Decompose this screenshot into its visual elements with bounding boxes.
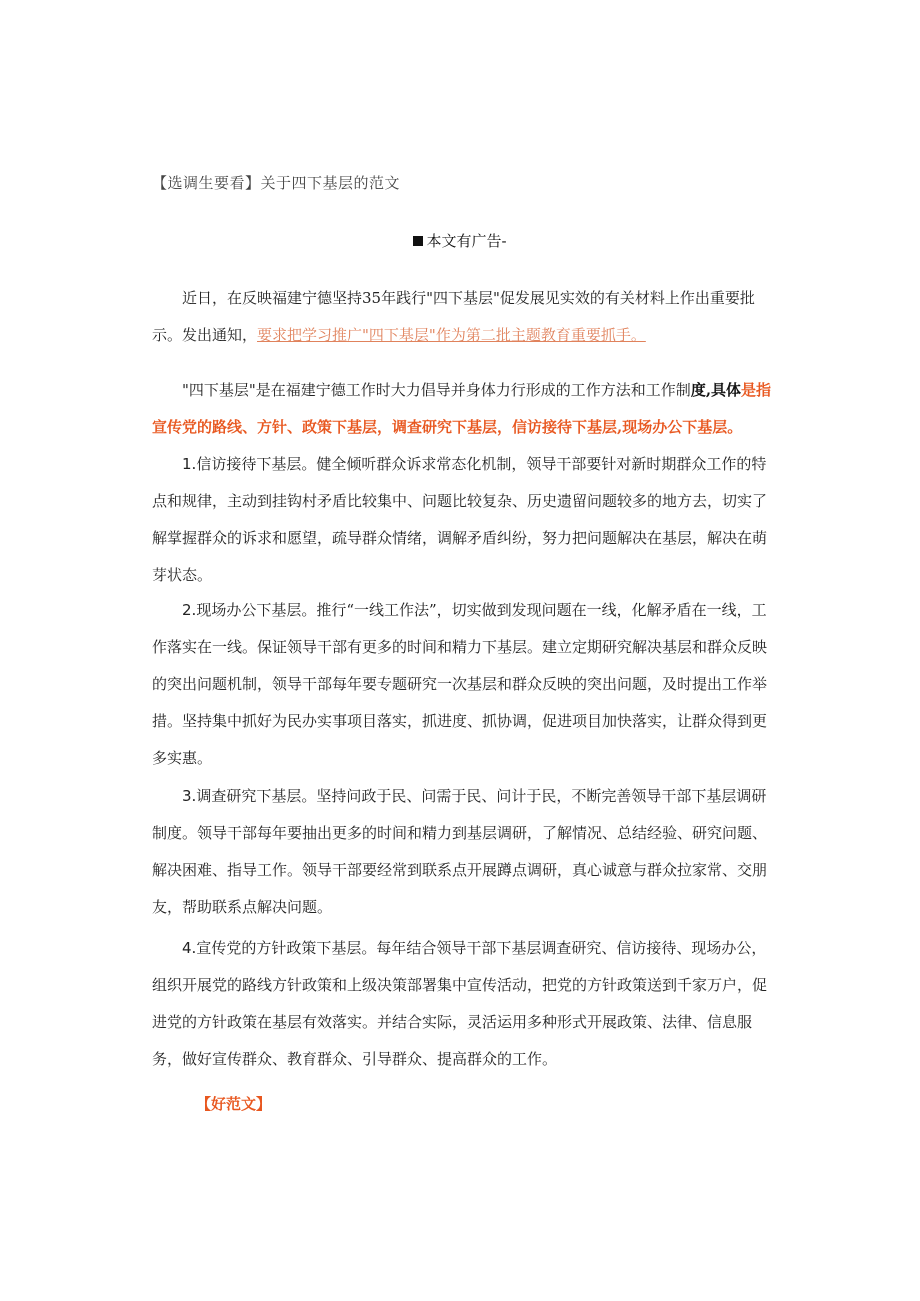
list-item bbox=[152, 446, 772, 594]
footer-tag: 【好范文】 bbox=[196, 1095, 272, 1113]
item-number: 1 bbox=[182, 455, 192, 473]
item-number: 4 bbox=[182, 939, 192, 957]
definition-bold: 度,具体 bbox=[690, 381, 742, 399]
intro-paragraph bbox=[152, 280, 772, 354]
item-number: 3 bbox=[182, 787, 192, 805]
list-item bbox=[152, 778, 772, 926]
document-title: 【选调生要看】关于四下基层的范文 bbox=[152, 174, 401, 192]
definition-highlight: 是指宣传党的路线、方针、政策下基层，调查研究下基层，信访接待下基层,现场办公下基层。 bbox=[152, 381, 772, 436]
list-item bbox=[152, 592, 772, 777]
definition-paragraph bbox=[152, 372, 772, 446]
definition-text: "四下基层"是在福建宁德工作时大力倡导并身体力行形成的工作方法和工作制 bbox=[182, 381, 691, 399]
item-text: .调查研究下基层。坚持问政于民、问需于民、问计于民，不断完善领导干部下基层调研制度。领导干部每年要抽出更多的时间和精力到基层调研，了解情况、总结经验、研究问题、解决困难、指导工作。领导干部要经常到联系点开展蹲点调研，真心诚意与群众拉家常、交朋友，帮助联系点解决问题。 bbox=[152, 787, 768, 916]
item-text: .现场办公下基层。推行“一线工作法”，切实做到发现问题在一线，化解矛盾在一线，工作落实在一线。保证领导干部有更多的时间和精力下基层。建立定期研究解决基层和群众反映的突出问题机制，领导干部每年要专题研究一次基层和群众反映的突出问题，及时提出工作举措。坚持集中抓好为民办实事项目落实，抓进度、抓协调，促进项目加快落实，让群众得到更多实惠。 bbox=[152, 601, 768, 767]
list-item bbox=[152, 930, 772, 1078]
ad-notice-text: 本文有广告- bbox=[426, 232, 507, 250]
item-text: .信访接待下基层。健全倾听群众诉求常态化机制，领导干部要针对新时期群众工作的特点和规律，主动到挂钩村矛盾比较集中、问题比较复杂、历史遗留问题较多的地方去，切实了解掌握群众的诉求和愿望，疏导群众情绪，调解矛盾纠纷，努力把问题解决在基层，解决在萌芽状态。 bbox=[152, 455, 768, 584]
intro-link[interactable]: 要求把学习推广"四下基层"作为第二批主题教育重要抓手。 bbox=[257, 326, 646, 344]
item-text: .宣传党的方针政策下基层。每年结合领导干部下基层调查研究、信访接待、现场办公，组织开展党的路线方针政策和上级决策部署集中宣传活动，把党的方针政策送到千家万户，促进党的方针政策在基层有效落实。并结合实际，灵活运用多种形式开展政策、法律、信息服务，做好宣传群众、教育群众、引导群众、提高群众的工作。 bbox=[152, 939, 768, 1068]
intro-text: 近日，在反映福建宁德坚持35年践行"四下基层"促发展见实效的有关材料上作出重要批示。发出通知， bbox=[152, 289, 755, 344]
ad-notice bbox=[0, 230, 920, 251]
item-number: 2 bbox=[182, 601, 192, 619]
black-square-icon bbox=[413, 236, 423, 246]
